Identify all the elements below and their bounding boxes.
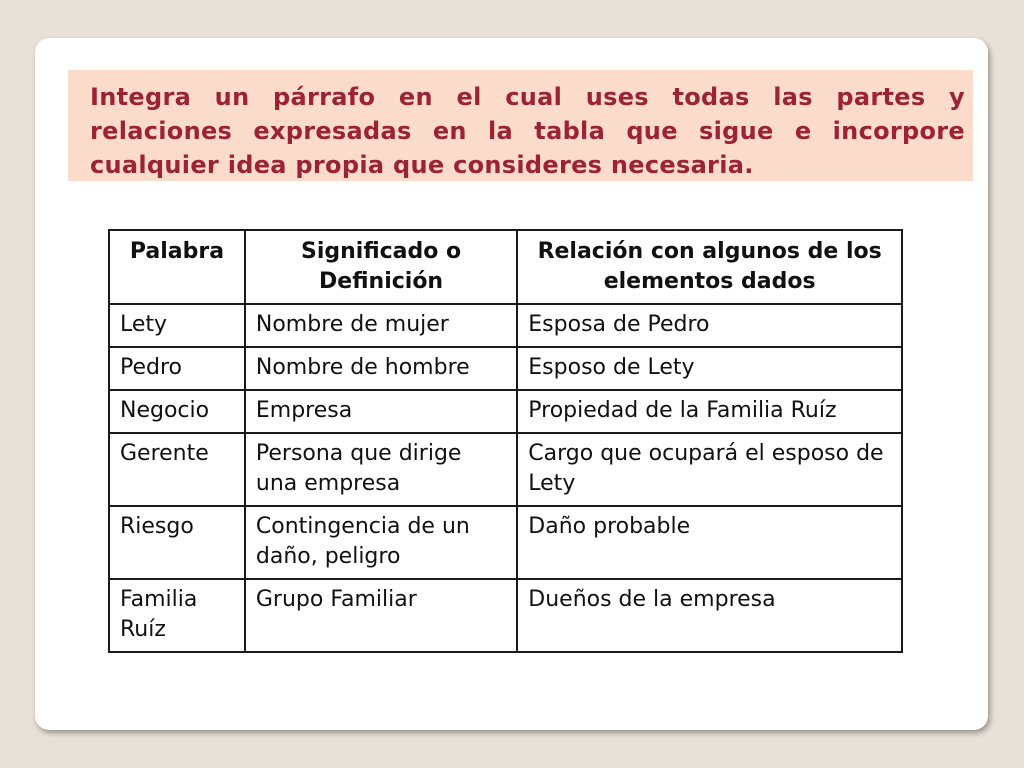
cell-word: Lety bbox=[109, 304, 245, 347]
vocabulary-table bbox=[108, 229, 903, 653]
cell-word: Negocio bbox=[109, 390, 245, 433]
header-relacion: Relación con algunos de los elementos dados bbox=[517, 230, 902, 304]
cell-word: Familia Ruíz bbox=[109, 579, 245, 652]
cell-relation: Cargo que ocupará el esposo de Lety bbox=[517, 433, 902, 506]
cell-meaning: Nombre de hombre bbox=[245, 347, 517, 390]
cell-meaning: Grupo Familiar bbox=[245, 579, 517, 652]
cell-relation: Esposa de Pedro bbox=[517, 304, 902, 347]
cell-meaning: Contingencia de un daño, peligro bbox=[245, 506, 517, 579]
cell-word: Pedro bbox=[109, 347, 245, 390]
table-row bbox=[109, 347, 902, 390]
cell-meaning: Persona que dirige una empresa bbox=[245, 433, 517, 506]
instruction-text: Integra un párrafo en el cual uses todas las partes y relaciones expresadas en la tabla que sigue e incorpore cualquier idea propia que consideres necesaria. bbox=[90, 83, 965, 179]
cell-relation: Dueños de la empresa bbox=[517, 579, 902, 652]
table-header-row bbox=[109, 230, 902, 304]
table-row bbox=[109, 304, 902, 347]
cell-relation: Daño probable bbox=[517, 506, 902, 579]
cell-meaning: Empresa bbox=[245, 390, 517, 433]
cell-word: Gerente bbox=[109, 433, 245, 506]
cell-relation: Propiedad de la Familia Ruíz bbox=[517, 390, 902, 433]
table-row bbox=[109, 579, 902, 652]
table-row bbox=[109, 506, 902, 579]
cell-meaning: Nombre de mujer bbox=[245, 304, 517, 347]
table-row bbox=[109, 390, 902, 433]
header-palabra: Palabra bbox=[109, 230, 245, 304]
cell-relation: Esposo de Lety bbox=[517, 347, 902, 390]
cell-word: Riesgo bbox=[109, 506, 245, 579]
table-row bbox=[109, 433, 902, 506]
header-significado: Significado o Definición bbox=[245, 230, 517, 304]
